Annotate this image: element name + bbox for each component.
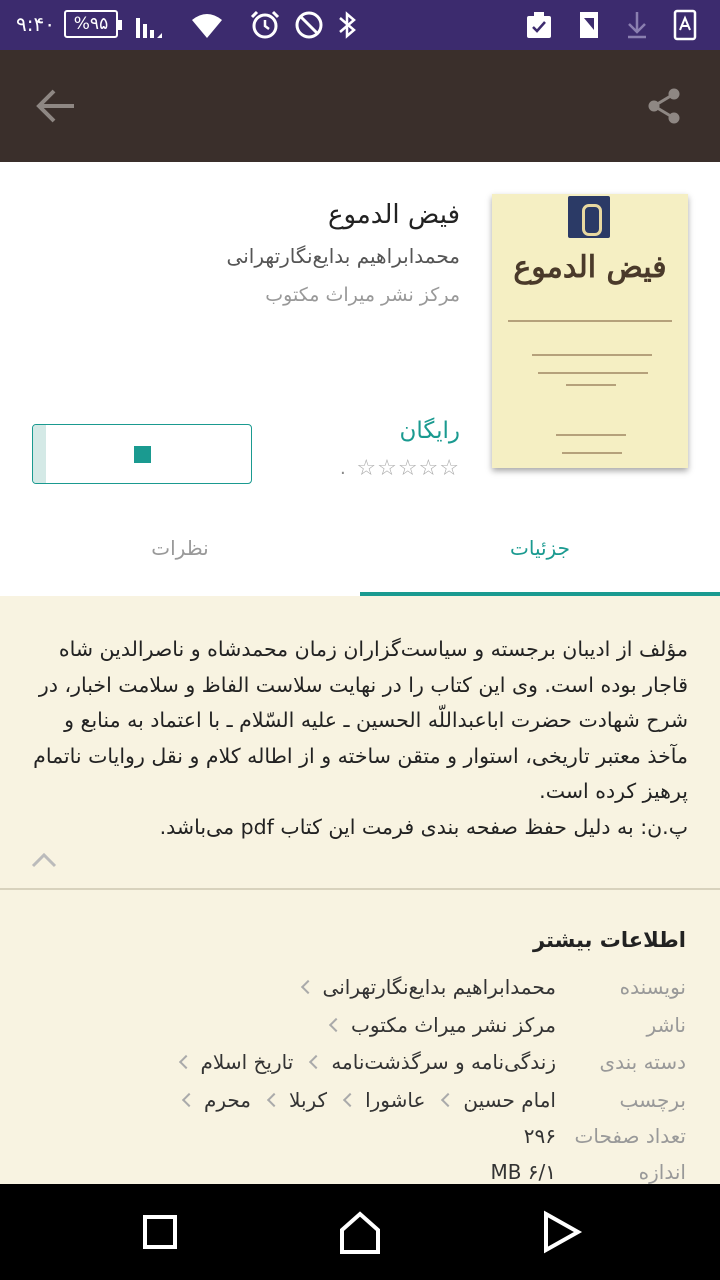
do-not-disturb-icon (292, 8, 326, 42)
download-progress-bar (33, 425, 46, 483)
info-label: ناشر (646, 1013, 686, 1037)
chevron-left-icon (178, 1055, 192, 1069)
tab-comments[interactable]: نظرات (151, 536, 209, 560)
publisher-link[interactable]: مرکز نشر میراث مکتوب (327, 1013, 556, 1037)
alarm-icon (248, 8, 282, 42)
cover-title: فیض الدموع (513, 250, 667, 285)
book-author[interactable]: محمدابراهیم بدایع‌نگارتهرانی (226, 244, 460, 268)
chevron-left-icon (329, 1018, 343, 1032)
tab-details[interactable]: جزئیات (510, 536, 570, 560)
recent-apps-icon[interactable] (136, 1208, 184, 1256)
author-link[interactable]: محمدابراهیم بدایع‌نگارتهرانی (299, 975, 556, 999)
book-cover[interactable] (492, 194, 688, 468)
tab-bar (0, 506, 720, 596)
info-row-tags (166, 1083, 686, 1117)
collapse-icon[interactable] (28, 846, 60, 872)
description-paragraph: مؤلف از ادیبان برجسته و سیاست‌گزاران زمان محمدشاه و ناصرالدین شاه قاجار بوده است. وی این کتاب را در نهایت سلاست الفاظ و سلامت اخبار، در شرح شهادت حضرت اباعبداللّه الحسین ـ علیه السّلام ـ با اعتماد به منابع و مآخذ معتبر تاریخی، استوار و متقن ساخته و از اطاله کلام و نقل روایات ناتمام پرهیز کرده است. (33, 637, 688, 803)
description-note: پ.ن: به دلیل حفظ صفحه بندی فرمت این کتاب pdf می‌باشد. (159, 814, 688, 839)
tag-link[interactable]: محرم (180, 1088, 251, 1112)
book-publisher[interactable]: مرکز نشر میراث مکتوب (265, 284, 460, 306)
system-nav-bar (0, 1184, 720, 1280)
home-icon[interactable] (336, 1208, 384, 1256)
info-label: دسته بندی (599, 1050, 686, 1074)
tab-indicator (360, 592, 720, 596)
info-label: تعداد صفحات (574, 1124, 686, 1148)
divider (0, 888, 720, 890)
chevron-left-icon (309, 1055, 323, 1069)
info-label: برچسب (619, 1088, 686, 1112)
info-row-author (285, 970, 686, 1004)
category-link[interactable]: تاریخ اسلام (177, 1050, 294, 1074)
info-label: اندازه (638, 1160, 686, 1184)
chevron-left-icon (300, 980, 314, 994)
info-row-pages (510, 1119, 686, 1153)
bluetooth-icon (330, 8, 364, 42)
signal-icon (132, 8, 166, 42)
info-row-category (163, 1045, 686, 1079)
share-icon[interactable] (644, 86, 684, 126)
chevron-left-icon (182, 1093, 196, 1107)
chevron-left-icon (267, 1093, 281, 1107)
app-toolbar (0, 50, 720, 162)
rating-count: . (340, 458, 346, 479)
book-description (32, 632, 688, 845)
chevron-left-icon (441, 1093, 455, 1107)
book-header (0, 162, 720, 596)
more-info-title: اطلاعات بیشتر (532, 928, 686, 952)
tag-link[interactable]: کربلا (265, 1088, 327, 1112)
back-icon[interactable] (536, 1208, 584, 1256)
file-icon (668, 8, 702, 42)
arrow-back-icon[interactable] (34, 86, 78, 126)
rating-stars: ☆☆☆☆☆ (356, 456, 460, 481)
download-progress-button[interactable] (32, 424, 252, 484)
clipboard-icon (522, 8, 556, 42)
publisher-logo-icon (568, 196, 610, 238)
book-title: فیض الدموع (327, 200, 460, 230)
sd-card-icon (572, 8, 606, 42)
info-label: نویسنده (619, 975, 686, 999)
wifi-icon (190, 8, 224, 42)
battery-indicator: %۹۵ (64, 10, 118, 38)
stop-download-icon[interactable] (134, 446, 151, 463)
info-row-publisher (313, 1008, 686, 1042)
book-price: رایگان (399, 418, 460, 444)
chevron-left-icon (343, 1093, 357, 1107)
tag-link[interactable]: امام حسین (439, 1088, 556, 1112)
status-bar (0, 0, 720, 50)
tag-link[interactable]: عاشورا (341, 1088, 425, 1112)
download-icon (620, 8, 654, 42)
category-link[interactable]: زندگی‌نامه و سرگذشت‌نامه (307, 1050, 556, 1074)
pages-value: ۲۹۶ (523, 1124, 556, 1148)
clock: ۹:۴۰ (16, 12, 55, 36)
size-value: MB ۶/۱ (490, 1160, 556, 1184)
